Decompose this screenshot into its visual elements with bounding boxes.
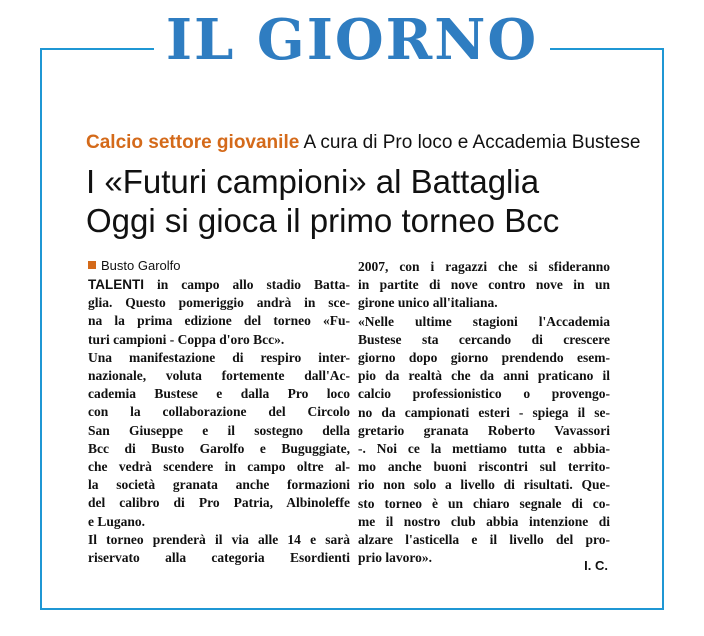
right-lines [358, 258, 610, 567]
article-line: con la collaborazione del Circolo [88, 404, 350, 420]
article-column-right [358, 258, 610, 567]
article-line: 2007, con i ragazzi che si sfideranno [358, 259, 610, 274]
article-line: alzare l'asticella e il livello del pro- [358, 532, 610, 548]
article-line: Il torneo prenderà il via alle 14 e sarà [88, 531, 350, 547]
left-lines [88, 294, 350, 567]
article-line: rio non solo a livello di risultati. Que- [358, 477, 610, 493]
article-line: Bustese sta cercando di crescere [358, 331, 610, 347]
article-line: San Giuseppe e il sostegno della [88, 422, 350, 438]
article-line [88, 276, 350, 294]
article-line: mo anche buoni riscontri sul territo- [358, 459, 610, 475]
article-line: glia. Questo pomeriggio andrà in sce- [88, 295, 350, 311]
dateline-text: Busto Garolfo [101, 258, 181, 273]
article-line: del calibro di Pro Patria, Albinoleffe [88, 495, 350, 511]
article-line: calcio professionistico o provengo- [358, 386, 610, 402]
article-line: nazionale, voluta fortemente dall'Ac- [88, 368, 350, 384]
article-line: me il nostro club abbia intenzione di [358, 513, 610, 529]
article-line: che vedrà scendere in campo oltre al- [88, 459, 350, 475]
article-line: sto torneo è un chiaro segnale di co- [358, 495, 610, 511]
article-line: no da campionati esteri - spiega il se- [358, 404, 610, 420]
masthead-title: IL GIORNO [154, 12, 550, 68]
author-signature: I. C. [584, 558, 608, 573]
article-column-left [88, 276, 350, 567]
article-line: giorno dopo giorno prendendo esem- [358, 350, 610, 366]
headline-line-1: I «Futuri campioni» al Battaglia [86, 163, 540, 200]
article-line: prio lavoro». [358, 550, 432, 566]
article-line: Una manifestazione di respiro inter- [88, 349, 350, 365]
dateline [88, 258, 181, 274]
article-line: in partite di nove contro nove in un [358, 277, 610, 293]
article-line: «Nelle ultime stagioni l'Accademia [358, 313, 610, 329]
article-line: na la prima edizione del torneo «Fu- [88, 313, 350, 329]
headline-line-2: Oggi si gioca il primo torneo Bcc [86, 202, 560, 239]
lead-word: TALENTI [88, 277, 144, 292]
article-line: cademia Bustese e dalla Pro loco [88, 386, 350, 402]
article-line: la società granata anche formazioni [88, 477, 350, 493]
article-line: Bcc di Busto Garolfo e Buguggiate, [88, 440, 350, 456]
article-line: girone unico all'italiana. [358, 295, 498, 311]
article-line: riservato alla categoria Esordienti [88, 550, 350, 566]
kicker-section: Calcio settore giovanile [86, 132, 300, 153]
article-line: gretario granata Roberto Vavassori [358, 422, 610, 438]
article-line: pio da realtà che da anni praticano il [358, 368, 610, 384]
kicker [86, 132, 640, 154]
kicker-subtitle: A cura di Pro loco e Accademia Bustese [303, 132, 641, 153]
lead-rest: in campo allo stadio Batta- [144, 277, 350, 292]
article-line: -. Noi ce la mettiamo tutta e abbia- [358, 441, 610, 457]
article-line: turi campioni - Coppa d'oro Bcc». [88, 331, 285, 347]
article-line: e Lugano. [88, 513, 146, 529]
masthead [0, 7, 704, 73]
dateline-square-icon [88, 261, 96, 269]
